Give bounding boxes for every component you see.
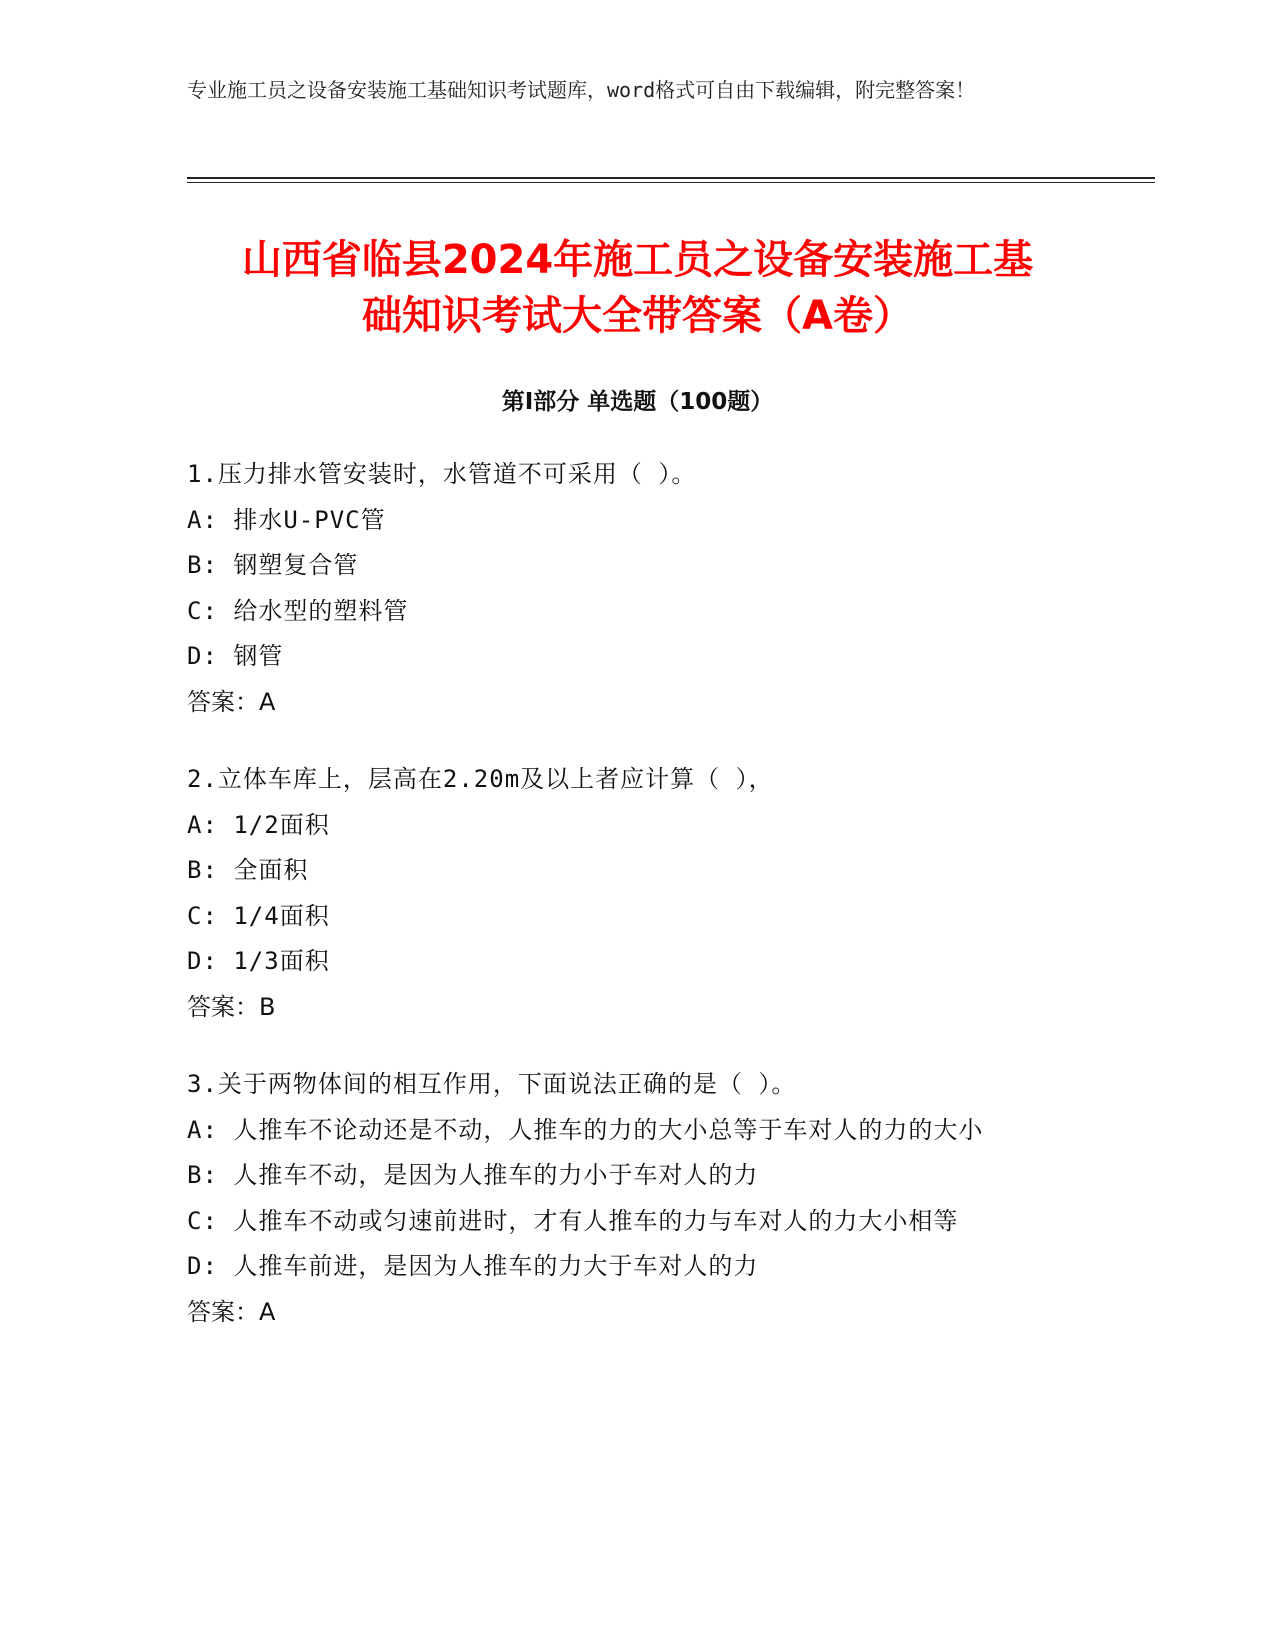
question-3 bbox=[187, 1062, 1087, 1335]
question-1 bbox=[187, 452, 1087, 725]
question-stem: 2.立体车库上，层高在2.20m及以上者应计算（ ）， bbox=[187, 765, 774, 793]
answer: 答案：A bbox=[187, 1297, 276, 1326]
option-a: A: 1/2面积 bbox=[187, 810, 330, 839]
question-stem: 3.关于两物体间的相互作用，下面说法正确的是（ ）。 bbox=[187, 1070, 797, 1098]
header-divider-thin bbox=[187, 182, 1155, 183]
option-a: A: 排水U-PVC管 bbox=[187, 505, 386, 534]
option-d: D: 1/3面积 bbox=[187, 947, 330, 975]
option-c: C: 给水型的塑料管 bbox=[187, 596, 409, 625]
answer: 答案：A bbox=[187, 687, 276, 716]
question-2 bbox=[187, 757, 1087, 1030]
section-heading: 第Ⅰ部分 单选题（100题） bbox=[501, 389, 774, 415]
option-c: C: 1/4面积 bbox=[187, 901, 330, 930]
option-b: B: 全面积 bbox=[187, 856, 309, 884]
answer: 答案：B bbox=[187, 992, 276, 1021]
title-line-1: 山西省临县2024年施工员之设备安装施工基 bbox=[241, 237, 1034, 283]
header-note: 专业施工员之设备安装施工基础知识考试题库，word格式可自由下载编辑，附完整答案！ bbox=[187, 78, 976, 102]
option-c: C: 人推车不动或匀速前进时，才有人推车的力与车对人的力大小相等 bbox=[187, 1206, 959, 1235]
header-divider-thick bbox=[187, 177, 1155, 179]
option-d: D: 钢管 bbox=[187, 642, 284, 670]
document-title bbox=[170, 232, 1105, 344]
option-b: B: 钢塑复合管 bbox=[187, 551, 359, 579]
question-stem: 1.压力排水管安装时，水管道不可采用（ ）。 bbox=[187, 460, 697, 488]
option-a: A: 人推车不论动还是不动，人推车的力的大小总等于车对人的力的大小 bbox=[187, 1115, 984, 1144]
option-b: B: 人推车不动，是因为人推车的力小于车对人的力 bbox=[187, 1161, 759, 1189]
title-line-2: 础知识考试大全带答案（A卷） bbox=[362, 293, 913, 339]
option-d: D: 人推车前进，是因为人推车的力大于车对人的力 bbox=[187, 1252, 759, 1280]
